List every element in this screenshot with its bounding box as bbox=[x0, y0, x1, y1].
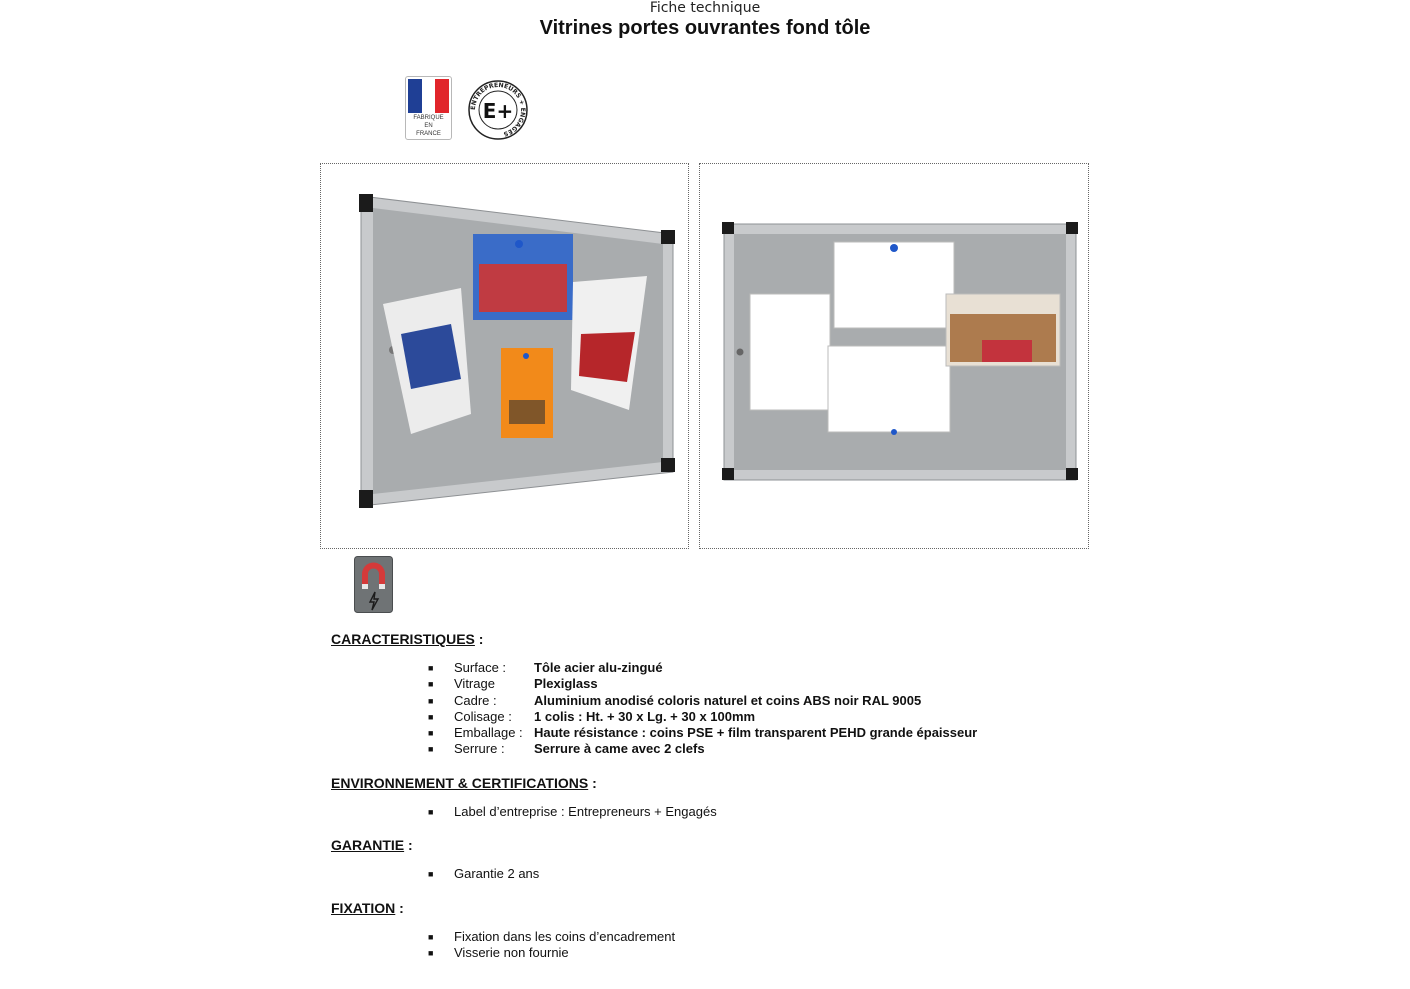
made-in-france-logo bbox=[405, 76, 452, 140]
entrepreneurs-engages-logo bbox=[467, 78, 529, 142]
section-title-fixation: FIXATION : bbox=[331, 900, 404, 916]
logo-text-line: FABRIQUE bbox=[413, 115, 444, 121]
document-subtitle: Fiche technique bbox=[649, 0, 761, 16]
display-case-front-illustration bbox=[700, 164, 1088, 548]
section-title-caracteristiques: CARACTERISTIQUES : bbox=[331, 631, 484, 647]
document-title: Vitrines portes ouvrantes fond tôle bbox=[539, 17, 871, 39]
product-image-front bbox=[699, 163, 1089, 549]
product-image-angled bbox=[320, 163, 689, 549]
section-title-environnement: ENVIRONNEMENT & CERTIFICATIONS : bbox=[331, 775, 597, 791]
lock-icon bbox=[737, 349, 744, 356]
display-case-angled-illustration bbox=[321, 164, 688, 548]
logo-mark: E+ bbox=[482, 99, 514, 123]
logo-text-line: EN bbox=[424, 123, 433, 129]
magnet-icon bbox=[354, 556, 393, 613]
logo-ring-text: ENTREPRENEURS + ENGAGÉS bbox=[469, 81, 527, 138]
logo-text-line: FRANCE bbox=[416, 131, 441, 137]
section-title-garantie: GARANTIE : bbox=[331, 837, 413, 853]
french-flag-icon bbox=[408, 79, 449, 113]
